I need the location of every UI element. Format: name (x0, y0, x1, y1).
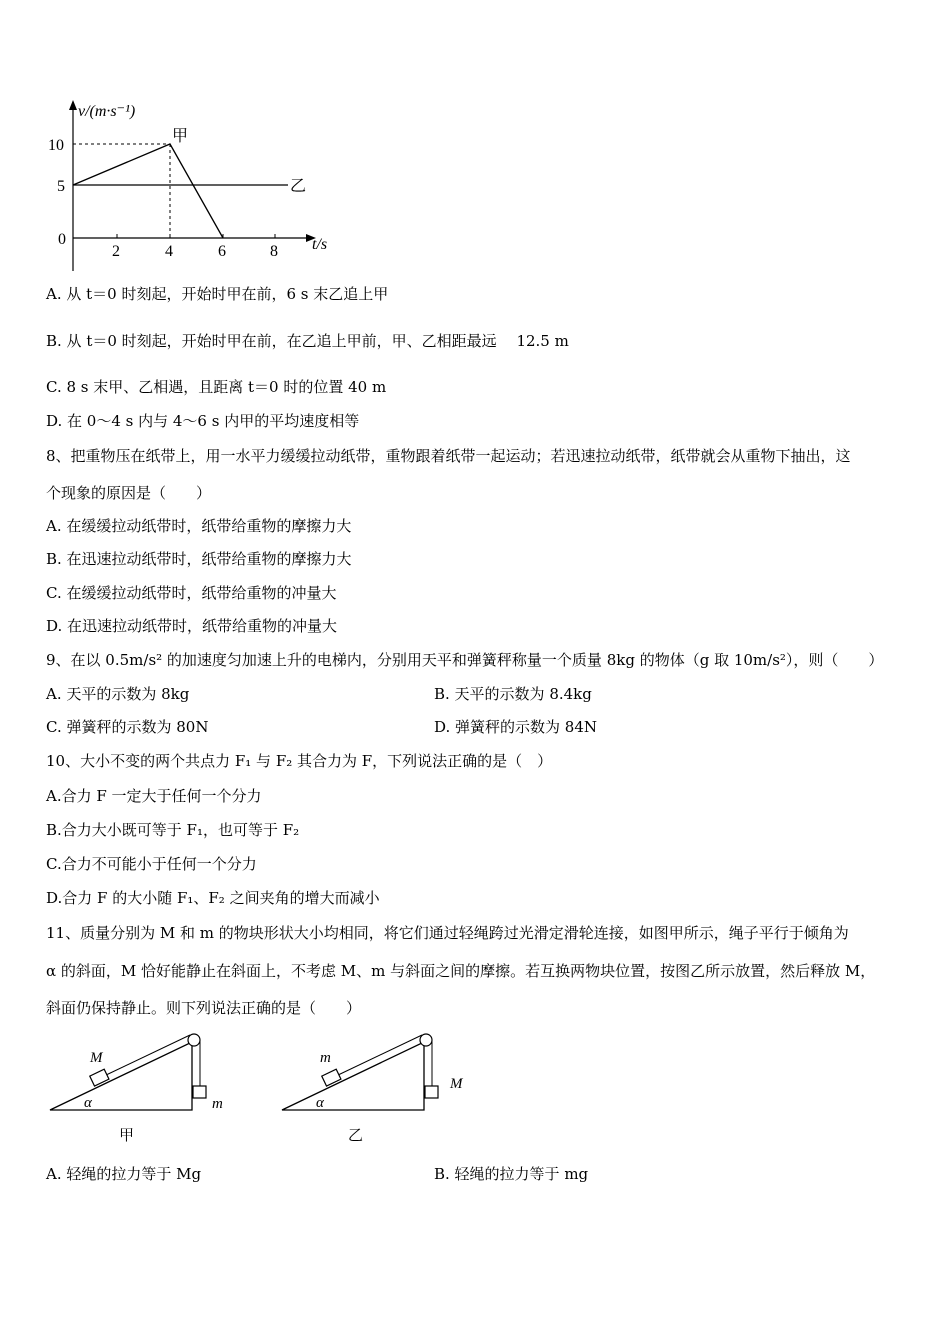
q10-option-c: C.合力不可能小于任何一个分力 (46, 855, 257, 873)
q7-option-d: D. 在 0～4 s 内与 4～6 s 内甲的平均速度相等 (46, 412, 360, 430)
label-hanging-block: M (450, 1076, 463, 1092)
q10-option-d: D.合力 F 的大小随 F₁、F₂ 之间夹角的增大而减小 (46, 889, 380, 907)
q8-stem-line1: 8、把重物压在纸带上，用一水平力缓缓拉动纸带，重物跟着纸带一起运动；若迅速拉动纸带，纸带就会从重物下抽出，这 (46, 447, 851, 465)
y-tick-10: 10 (48, 137, 64, 154)
label-angle: α (316, 1095, 324, 1111)
q11-stem-line3: 斜面仍保持静止。则下列说法正确的是（ ） (46, 999, 362, 1017)
vt-graph (40, 96, 340, 276)
caption: 甲 (119, 1128, 135, 1144)
label-incline-block: m (320, 1050, 331, 1066)
q10-option-a: A.合力 F 一定大于任何一个分力 (46, 787, 262, 805)
q10-stem: 10、大小不变的两个共点力 F₁ 与 F₂ 其合力为 F，下列说法正确的是（ ） (46, 752, 553, 770)
x-tick-6: 6 (218, 243, 226, 260)
hanging-block (425, 1086, 438, 1098)
q11-option-b: B. 轻绳的拉力等于 mg (434, 1165, 589, 1183)
x-tick-8: 8 (270, 243, 278, 260)
x-tick-4: 4 (165, 243, 173, 260)
y-tick-0: 0 (58, 231, 66, 248)
q8-option-b: B. 在迅速拉动纸带时，纸带给重物的摩擦力大 (46, 550, 352, 568)
rope-incline (336, 1035, 422, 1076)
q11-stem-line1: 11、质量分别为 M 和 m 的物块形状大小均相同，将它们通过轻绳跨过光滑定滑轮连接，如图甲所示，绳子平行于倾角为 (46, 924, 849, 942)
q7-option-a: A. 从 t＝0 时刻起，开始时甲在前，6 s 末乙追上甲 (46, 285, 389, 303)
q9-option-c: C. 弹簧秤的示数为 80N (46, 718, 209, 736)
q9-option-b: B. 天平的示数为 8.4kg (434, 685, 592, 703)
q8-option-a: A. 在缓缓拉动纸带时，纸带给重物的摩擦力大 (46, 517, 352, 535)
y-tick-5: 5 (57, 178, 65, 195)
q9-stem: 9、在以 0.5m/s² 的加速度匀加速上升的电梯内，分别用天平和弹簧秤称量一个质量 8kg 的物体（g 取 10m/s²），则（ ） (46, 651, 884, 669)
pulley-icon (188, 1034, 200, 1046)
incline-figure-jia (40, 1030, 240, 1150)
q7-option-b: B. 从 t＝0 时刻起，开始时甲在前，在乙追上甲前，甲、乙相距最远 12.5 m (46, 332, 569, 350)
rope-incline (104, 1035, 190, 1076)
y-axis-arrow-icon (69, 100, 77, 110)
q11-option-a: A. 轻绳的拉力等于 Mg (46, 1165, 202, 1183)
incline (50, 1042, 192, 1110)
q9-option-a: A. 天平的示数为 8kg (46, 685, 190, 703)
label-hanging-block: m (212, 1096, 223, 1112)
q8-option-d: D. 在迅速拉动纸带时，纸带给重物的冲量大 (46, 617, 338, 635)
q7-option-c: C. 8 s 末甲、乙相遇，且距离 t＝0 时的位置 40 m (46, 378, 387, 396)
q8-option-c: C. 在缓缓拉动纸带时，纸带给重物的冲量大 (46, 584, 337, 602)
y-axis-label: v/(m·s⁻¹) (78, 103, 136, 120)
caption: 乙 (348, 1128, 364, 1144)
label-incline-block: M (90, 1050, 103, 1066)
q11-stem-line2: α 的斜面，M 恰好能静止在斜面上，不考虑 M、m 与斜面之间的摩擦。若互换两物块位置，按图乙所示放置，然后释放 M， (46, 962, 876, 980)
incline-figure-yi (272, 1030, 472, 1150)
incline (282, 1042, 424, 1110)
x-axis-label: t/s (312, 236, 328, 253)
line-jia (73, 144, 223, 238)
label-angle: α (84, 1095, 92, 1111)
label-yi: 乙 (290, 178, 307, 195)
q9-option-d: D. 弹簧秤的示数为 84N (434, 718, 598, 736)
q8-stem-line2: 个现象的原因是（ ） (46, 484, 212, 502)
label-jia: 甲 (172, 128, 189, 145)
q10-option-b: B.合力大小既可等于 F₁，也可等于 F₂ (46, 821, 300, 839)
hanging-block (193, 1086, 206, 1098)
x-tick-2: 2 (112, 243, 120, 260)
pulley-icon (420, 1034, 432, 1046)
